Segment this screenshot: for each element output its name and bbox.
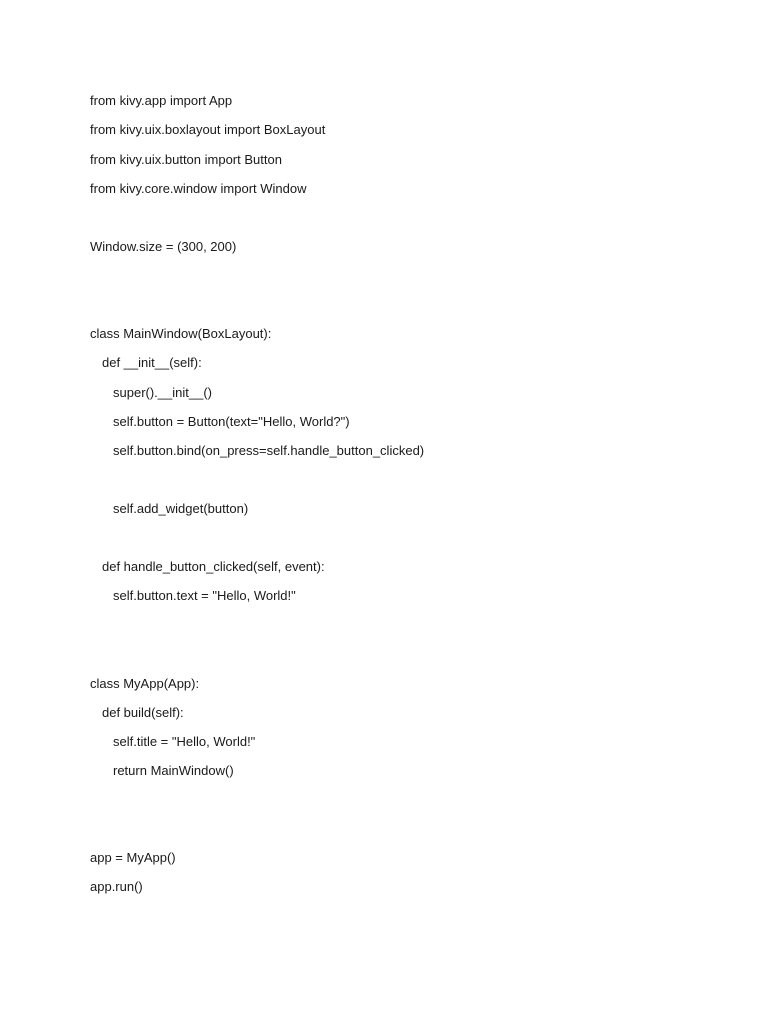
code-line: def handle_button_clicked(self, event): <box>102 559 325 574</box>
code-line: return MainWindow() <box>113 763 234 778</box>
code-line: super().__init__() <box>113 385 212 400</box>
code-line: app.run() <box>90 879 143 894</box>
code-line: self.add_widget(button) <box>113 501 249 516</box>
code-line: from kivy.uix.boxlayout import BoxLayout <box>90 122 326 137</box>
code-line: Window.size = (300, 200) <box>90 239 237 254</box>
code-line: def build(self): <box>102 705 184 720</box>
code-line: self.button.bind(on_press=self.handle_button_clicked) <box>113 443 425 458</box>
code-line: class MainWindow(BoxLayout): <box>90 326 272 341</box>
code-line: def __init__(self): <box>102 355 202 370</box>
code-line: self.title = "Hello, World!" <box>113 734 256 749</box>
code-line: class MyApp(App): <box>90 676 200 691</box>
code-line: from kivy.app import App <box>90 93 233 108</box>
code-line: self.button = Button(text="Hello, World?") <box>113 414 350 429</box>
code-line: from kivy.uix.button import Button <box>90 152 282 167</box>
code-line: from kivy.core.window import Window <box>90 181 307 196</box>
code-line: self.button.text = "Hello, World!" <box>113 588 296 603</box>
code-line: app = MyApp() <box>90 850 176 865</box>
